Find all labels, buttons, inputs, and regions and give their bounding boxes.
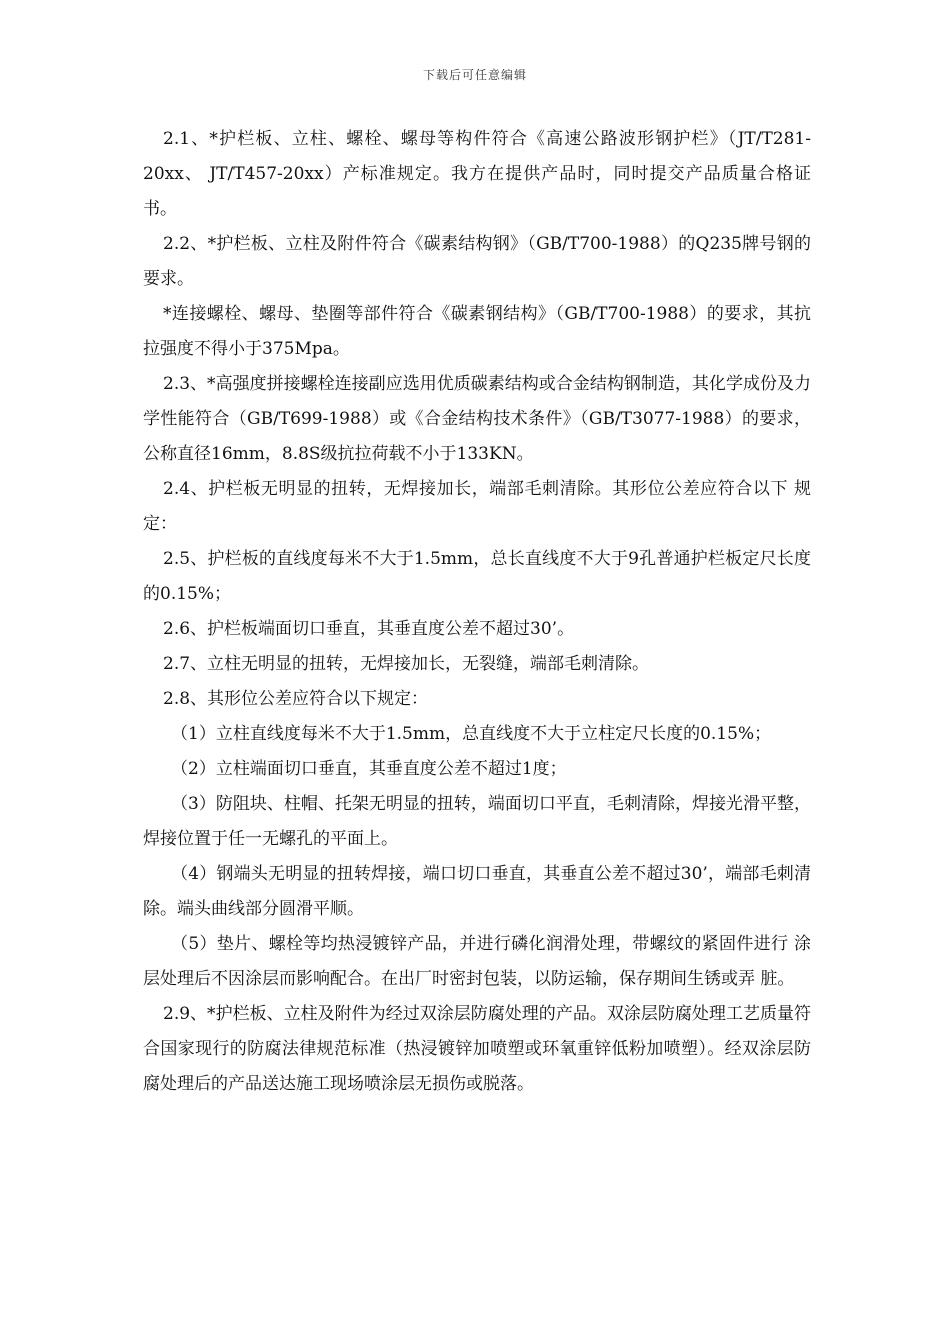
document-body: [143, 122, 811, 1102]
list-item-1: （1）立柱直线度每米不大于1.5mm，总直线度不大于立柱定尺长度的0.15%；: [171, 724, 772, 744]
paragraph-2-5: 2.5、护栏板的直线度每米不大于1.5mm，总长直线度不大于9孔普通护栏板定尺长度的0.15%；: [143, 549, 811, 604]
paragraph-2-6: 2.6、护栏板端面切口垂直，其垂直度公差不超过30’。: [163, 619, 575, 639]
paragraph-2-1: 2.1、*护栏板、立柱、螺栓、螺母等构件符合《高速公路波形钢护栏》（JT/T281-20xx、 JT/T457-20xx）产标准规定。我方在提供产品时，同时提交产品质量合格证书。: [143, 129, 811, 219]
paragraph-2-2: 2.2、*护栏板、立柱及附件符合《碳素结构钢》（GB/T700-1988）的Q235牌号钢的要求。: [143, 234, 811, 289]
list-item-4: （4）钢端头无明显的扭转焊接，端口切口垂直，其垂直公差不超过30’，端部毛刺清除。端头曲线部分圆滑平顺。: [143, 864, 811, 919]
page-header: 下载后可任意编辑: [422, 68, 527, 82]
paragraph-bolt-requirements: *连接螺栓、螺母、垫圈等部件符合《碳素钢结构》（GB/T700-1988）的要求，其抗拉强度不得小于375Mpa。: [143, 304, 811, 359]
paragraph-2-8: 2.8、其形位公差应符合以下规定：: [163, 689, 429, 709]
list-item-3: （3）防阻块、柱帽、托架无明显的扭转，端面切口平直，毛刺清除，焊接光滑平整，焊接位置于任一无螺孔的平面上。: [143, 794, 811, 849]
list-item-5: （5）垫片、螺栓等均热浸镀锌产品，并进行磷化润滑处理，带螺纹的紧固件进行 涂层处理后不因涂层而影响配合。在出厂时密封包装，以防运输，保存期间生锈或弄 脏。: [143, 934, 811, 989]
paragraph-2-4: 2.4、护栏板无明显的扭转，无焊接加长，端部毛刺清除。其形位公差应符合以下 规定：: [143, 479, 811, 534]
paragraph-2-9: 2.9、*护栏板、立柱及附件为经过双涂层防腐处理的产品。双涂层防腐处理工艺质量符合国家现行的防腐法律规范标准（热浸镀锌加喷塑或环氧重锌低粉加喷塑）。经双涂层防腐处理后的产品送达施工现场喷涂层无损伤或脱落。: [143, 1004, 811, 1094]
list-item-2: （2）立柱端面切口垂直，其垂直度公差不超过1度；: [171, 759, 567, 779]
paragraph-2-3: 2.3、*高强度拼接螺栓连接副应选用优质碳素结构或合金结构钢制造，其化学成份及力学性能符合（GB/T699-1988）或《合金结构技术条件》（GB/T3077-1988）的要求，公称直径16mm，8.8S级抗拉荷载不小于133KN。: [143, 374, 811, 464]
paragraph-2-7: 2.7、立柱无明显的扭转，无焊接加长，无裂缝，端部毛刺清除。: [163, 654, 650, 674]
